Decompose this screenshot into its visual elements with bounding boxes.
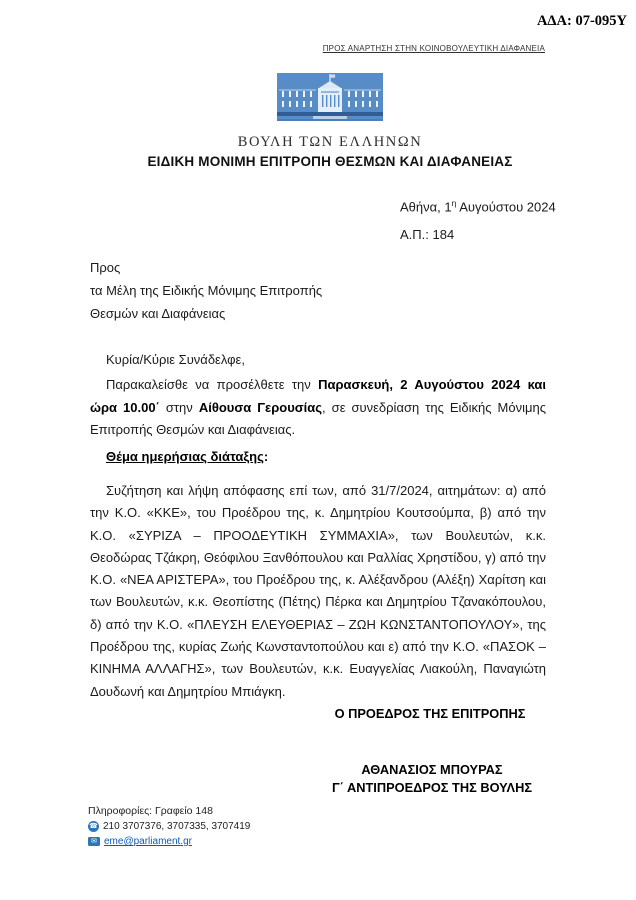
agenda-heading: Θέμα ημερήσιας διάταξης: <box>106 449 269 464</box>
transparency-note: ΠΡΟΣ ΑΝΑΡΤΗΣΗ ΣΤΗΝ ΚΟΙΝΟΒΟΥΛΕΥΤΙΚΗ ΔΙΑΦΑΝΕΙΑ <box>322 44 545 53</box>
recipient-line-1: τα Μέλη της Ειδικής Μόνιμης Επιτροπής <box>90 283 323 298</box>
protocol-number: Α.Π.: 184 <box>400 227 455 243</box>
meeting-room: Αίθουσα Γερουσίας <box>198 399 323 415</box>
signatory-name: ΑΘΑΝΑΣΙΟΣ ΜΠΟΥΡΑΣ <box>361 762 503 777</box>
signature-block <box>312 761 552 796</box>
envelope-icon: ✉ <box>88 837 100 846</box>
footer-info: Πληροφορίες: Γραφείο 148 <box>88 805 213 817</box>
email-row <box>88 836 250 847</box>
meeting-datetime: Παρασκευή, 2 Αυγούστου 2024 και ώρα 10.00΄ <box>90 377 546 415</box>
recipient-to-label: Προς <box>90 260 121 275</box>
date-line: Αθήνα, $1^\eta$ Αυγούστου 2024 <box>400 198 556 215</box>
invitation-paragraph: Παρακαλείσθε να προσέλθετε την Παρασκευή, 2 Αυγούστου 2024 και ώρα 10.00΄ στην Αίθουσα Γερουσίας, σε συνεδρίαση της Ειδικής Μόνιμης Επιτροπής Θεσμών και Διαφάνειας. <box>90 377 546 438</box>
recipient-line-2: Θεσμών και Διαφάνειας <box>90 306 226 321</box>
phone-row <box>88 821 250 832</box>
signature-role: Ο ΠΡΟΕΔΡΟΣ ΤΗΣ ΕΠΙΤΡΟΠΗΣ <box>334 706 526 721</box>
date-superscript: η <box>451 198 457 208</box>
committee-title: ΕΙΔΙΚΗ ΜΟΝΙΜΗ ΕΠΙΤΡΟΠΗ ΘΕΣΜΩΝ ΚΑΙ ΔΙΑΦΑΝΕΙΑΣ <box>147 154 513 169</box>
phone-icon: ☎ <box>89 823 98 830</box>
recipient-block <box>90 256 322 325</box>
parliament-name: ΒΟΥΛΗ ΤΩΝ ΕΛΛΗΝΩΝ <box>237 134 423 150</box>
letterhead <box>66 71 594 169</box>
agenda-paragraph: Συζήτηση και λήψη απόφασης επί των, από 31/7/2024, αιτημάτων: α) από την Κ.Ο. «ΚΚΕ», του Προέδρου της, κ. Δημητρίου Κουτσούμπα, β) από την Κ.Ο. «ΣΥΡΙΖΑ – ΠΡΟΟΔΕΥΤΙΚΗ ΣΥΜΜΑΧΙΑ», των Βουλευτών, κ.κ. Θεοδώρας Τζάκρη, Θεόφιλου Ξανθόπουλου και Ραλλίας Χρηστίδου, γ) από την Κ.Ο. «ΝΕΑ ΑΡΙΣΤΕΡΑ», του Προέδρου της, κ. Αλέξανδρου (Αλέξη) Χαρίτση και των Βουλευτών, κ.κ. Θεοπίστης (Πέτης) Πέρκα και Δημητρίου Τζανακόπουλου, δ) από την Κ.Ο. «ΠΛΕΥΣΗ ΕΛΕΥΘΕΡΙΑΣ – ΖΩΗ ΚΩΝΣΤΑΝΤΟΠΟΥΛΟΥ», της Προέδρου της, κυρίας Ζωής Κωνσταντοπούλου και ε) από την Κ.Ο. «ΠΑΣΟΚ – ΚΙΝΗΜΑ ΑΛΛΑΓΗΣ», των Βουλευτών, κ.κ. Ευαγγελίας Λιακούλη, Παναγιώτη Δουδωνή και Δημητρίου Μπιάγκη. <box>90 483 546 699</box>
parliament-building-icon <box>277 71 383 127</box>
contact-footer <box>88 805 250 847</box>
signatory-title: Γ΄ ΑΝΤΙΠΡΟΕΔΡΟΣ ΤΗΣ ΒΟΥΛΗΣ <box>331 779 533 795</box>
parliament-logo <box>277 71 383 127</box>
salutation: Κυρία/Κύριε Συνάδελφε, <box>106 352 245 367</box>
ada-code: ΑΔΑ: 07-095Υ <box>536 13 627 29</box>
email-link[interactable]: eme@parliament.gr <box>104 836 192 847</box>
date-protocol-block <box>400 189 556 249</box>
phone-numbers: 210 3707376, 3707335, 3707419 <box>103 821 251 832</box>
